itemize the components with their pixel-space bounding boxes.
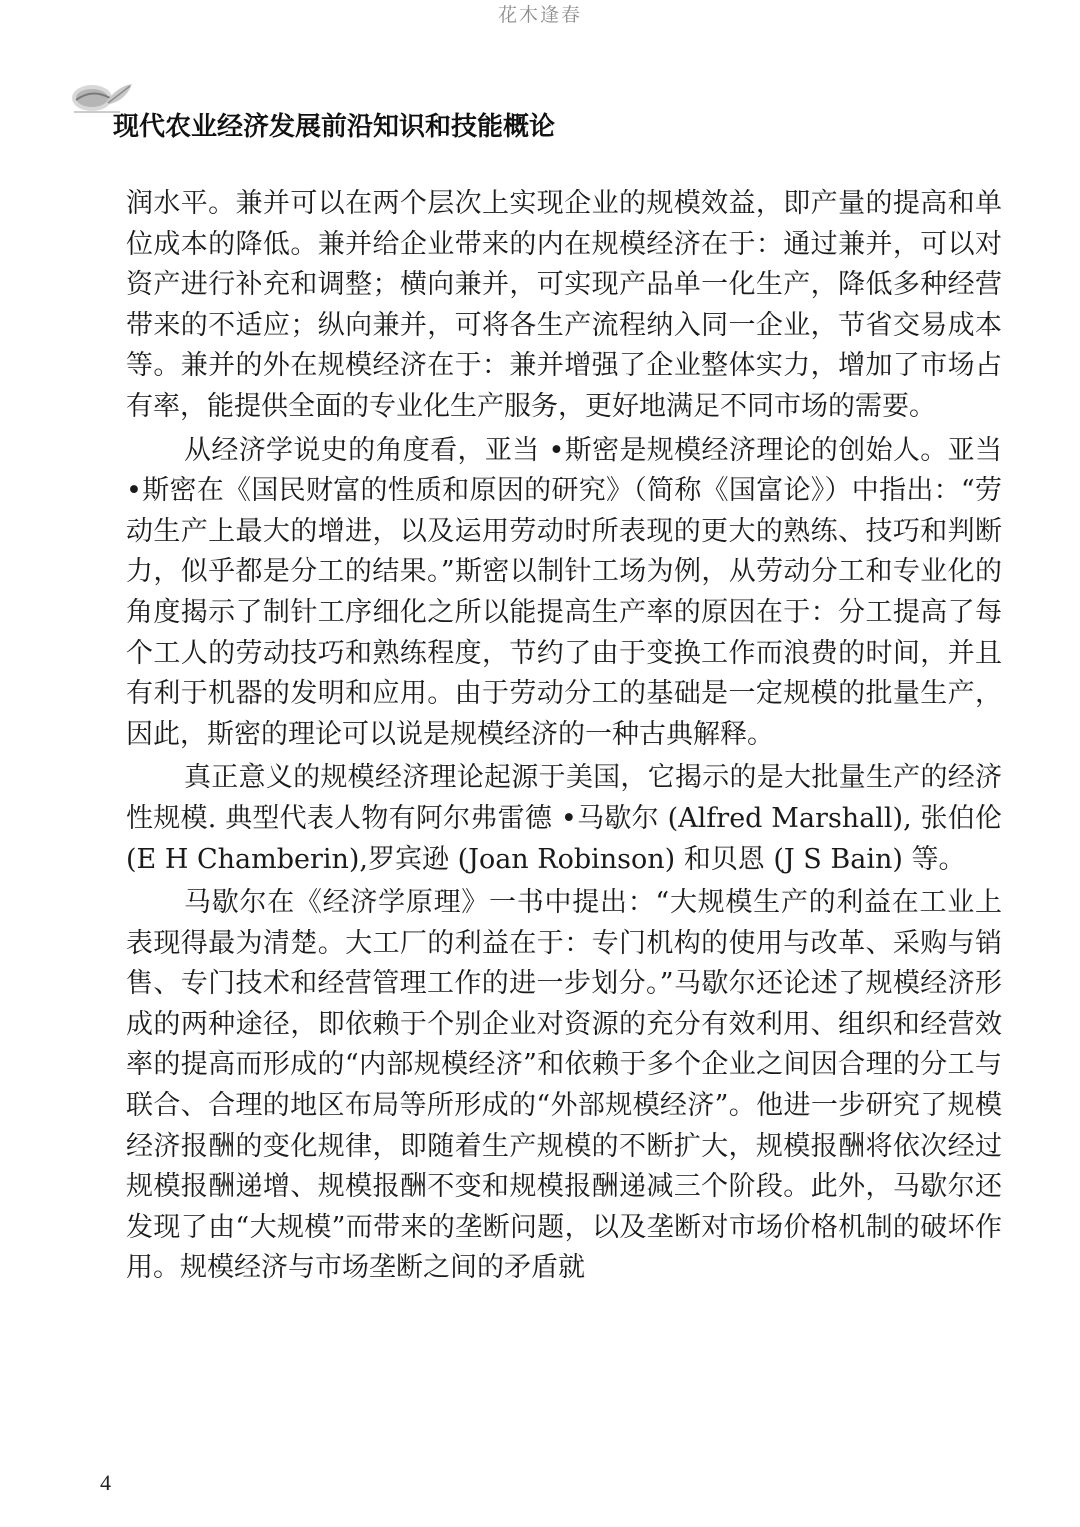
watermark-text: 花木逢春 xyxy=(497,4,582,26)
paragraph-1: 润水平。兼并可以在两个层次上实现企业的规模效益，即产量的提高和单位成本的降低。兼并给企业带来的内在规模经济在于：通过兼并，可以对资产进行补充和调整；横向兼并，可实现产品单一化生产，降低多种经营带来的不适应；纵向兼并，可将各生产流程纳入同一企业，节省交易成本等。兼并的外在规模经济在于：兼并增强了企业整体实力，增加了市场占有率，能提供全面的专业化生产服务，更好地满足不同市场的需要。 xyxy=(126,188,1002,422)
paragraph-3: 真正意义的规模经济理论起源于美国，它揭示的是大批量生产的经济性规模. 典型代表人物有阿尔弗雷德 •马歇尔 (Alfred Marshall), 张伯伦 (E H Chamberin),罗宾逊 (Joan Robinson) 和贝恩 (J S Bain) 等。 xyxy=(126,762,1002,875)
paragraph-4: 马歇尔在《经济学原理》一书中提出：“大规模生产的利益在工业上表现得最为清楚。大工厂的利益在于：专门机构的使用与改革、采购与销售、专门技术和经营管理工作的进一步划分。”马歇尔还论述了规模经济形成的两种途径，即依赖于个别企业对资源的充分有效利用、组织和经营效率的提高而形成的“内部规模经济”和依赖于多个企业之间因合理的分工与联合、合理的地区布局等所形成的“外部规模经济”。他进一步研究了规模经济报酬的变化规律，即随着生产规模的不断扩大，规模报酬将依次经过规模报酬递增、规模报酬不变和规模报酬递减三个阶段。此外，马歇尔还发现了由“大规模”而带来的垄断问题，以及垄断对市场价格机制的破坏作用。规模经济与市场垄断之间的矛盾就 xyxy=(126,887,1002,1284)
book-title: 现代农业经济发展前沿知识和技能概论 xyxy=(113,112,556,142)
page-number: 4 xyxy=(100,1470,111,1495)
paragraph-2: 从经济学说史的角度看，亚当 •斯密是规模经济理论的创始人。亚当 •斯密在《国民财富的性质和原因的研究》（简称《国富论》）中指出：“劳动生产上最大的增进，以及运用劳动时所表现的更大的熟练、技巧和判断力，似乎都是分工的结果。”斯密以制针工场为例，从劳动分工和专业化的角度揭示了制针工序细化之所以能提高生产率的原因在于：分工提高了每个工人的劳动技巧和熟练程度，节约了由于变换工作而浪费的时间，并且有利于机器的发明和应用。由于劳动分工的基础是一定规模的批量生产，因此，斯密的理论可以说是规模经济的一种古典解释。 xyxy=(126,434,1002,750)
body-text xyxy=(126,184,1002,1289)
